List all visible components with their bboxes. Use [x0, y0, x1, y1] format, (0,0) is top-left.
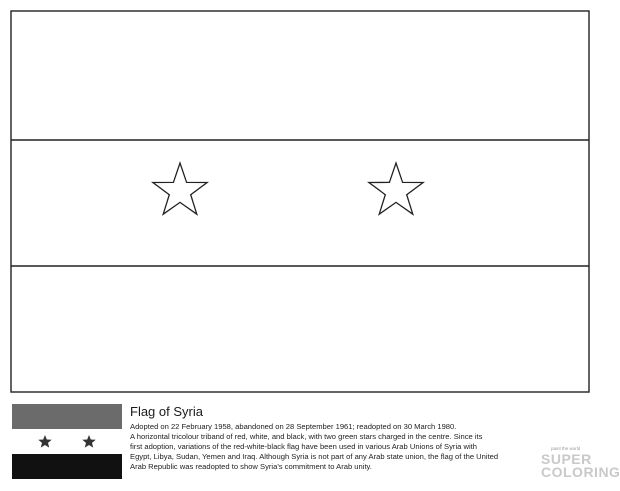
- caption-title: Flag of Syria: [130, 404, 203, 419]
- caption-line: Arab Republic was readopted to show Syria's commitment to Arab unity.: [130, 462, 372, 471]
- mini-flag-bottom-band: [12, 454, 122, 479]
- logo-word-bottom: COLORING: [541, 464, 620, 480]
- super-coloring-logo: [541, 446, 620, 488]
- logo-word-top: SUPER: [541, 451, 592, 467]
- mini-flag-middle-band: [12, 429, 122, 454]
- caption-line: Egypt, Libya, Sudan, Yemen and Iraq. Although Syria is not part of any Arab state union, the flag of the United: [130, 452, 499, 461]
- flag-caption: [130, 404, 530, 472]
- caption-line: A horizontal tricolour triband of red, white, and black, with two green stars charged in the centre. Since its: [130, 432, 483, 441]
- outline-flag-border: [11, 11, 589, 392]
- caption-line: first adoption, variations of the red-white-black flag have been used in various Arab Unions of Syria with: [130, 442, 477, 451]
- mini-flag-top-band: [12, 404, 122, 429]
- mini-flag: [12, 404, 122, 479]
- logo-tagline: paint the world: [551, 446, 581, 451]
- caption-line: Adopted on 22 February 1958, abandoned on 28 September 1961; readopted on 30 March 1980.: [130, 422, 457, 431]
